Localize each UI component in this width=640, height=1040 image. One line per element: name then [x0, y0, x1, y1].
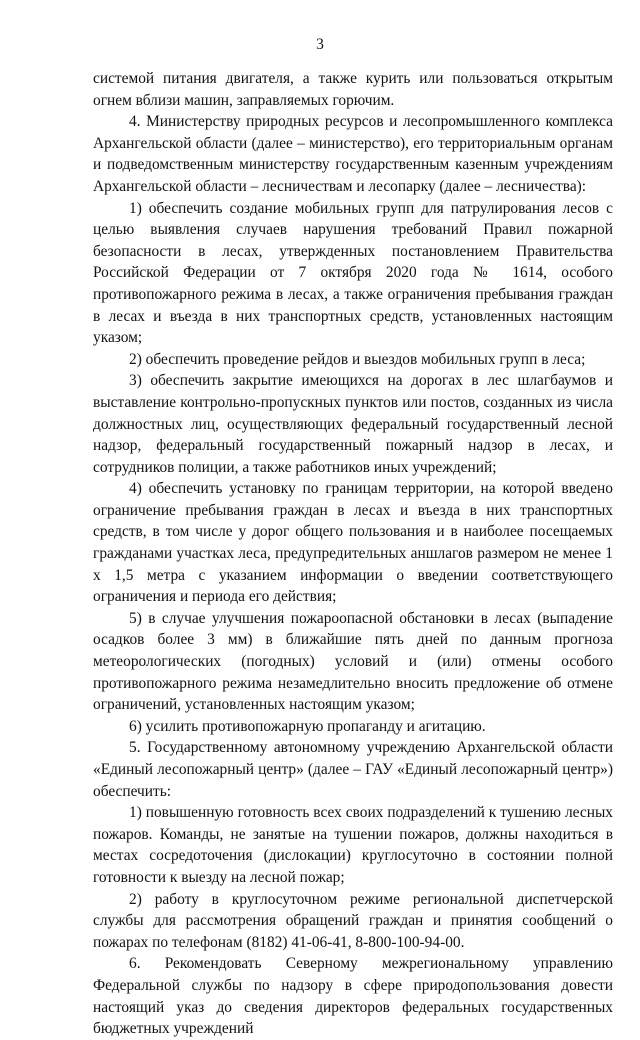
paragraph: 6. Рекомендовать Северному межрегиональному управлению Федеральной службы по надзору в сфере природопользования довести настоящий указ до сведения директоров федеральных государственных бюджетных учреждений: [93, 955, 613, 1038]
document-body: [93, 68, 613, 1040]
paragraph: 6) усилить противопожарную пропаганду и агитацию.: [129, 717, 486, 735]
paragraph: 3) обеспечить закрытие имеющихся на дорогах в лес шлагбаумов и выставление контрольно-пропускных пунктов или постов, созданных из числа должностных лиц, осуществляющих федеральный государственный лесной надзор, федеральный государственный пожарный надзор в лесах, и сотрудников полиции, а также работников иных учреждений;: [93, 372, 613, 476]
paragraph: 4) обеспечить установку по границам территории, на которой введено ограничение пребывания граждан в лесах и въезда в них транспортных средств, в том числе у дорог общего пользования и в наиболее посещаемых гражданами участках леса, предупредительных аншлагов размером не менее 1 х 1,5 метра с указанием информации о введении соответствующего ограничения и периода его действия;: [93, 480, 613, 606]
paragraph: 4. Министерству природных ресурсов и лесопромышленного комплекса Архангельской области (далее – министерство), его территориальным органам и подведомственным министерству государственным казенным учреждениям Архангельской области – лесничествам и лесопарку (далее – лесничества):: [93, 113, 613, 195]
page-number: 3: [316, 36, 324, 53]
paragraph: 1) обеспечить создание мобильных групп для патрулирования лесов с целью выявления случаев нарушения требований Правил пожарной безопасности в лесах, утвержденных постановлением Правительства Российской Федерации от 7 октября 2020 года № 1614, особого противопожарного режима в лесах, а также ограничения пребывания граждан в лесах и въезда в них транспортных средств, установленных настоящим указом;: [93, 199, 613, 347]
paragraph: системой питания двигателя, а также курить или пользоваться открытым огнем вблизи машин, заправляемых горючим.: [93, 70, 613, 109]
paragraph: 5. Государственному автономному учреждению Архангельской области «Единый лесопожарный центр» (далее – ГАУ «Единый лесопожарный центр») обеспечить:: [93, 739, 613, 800]
paragraph: 1) повышенную готовность всех своих подразделений к тушению лесных пожаров. Команды, не занятые на тушении пожаров, должны находиться в местах сосредоточения (дислокации) круглосуточно в состоянии полной готовности к выезду на лесной пожар;: [93, 804, 613, 886]
paragraph: 2) обеспечить проведение рейдов и выездов мобильных групп в леса;: [129, 350, 586, 368]
paragraph: 5) в случае улучшения пожароопасной обстановки в лесах (выпадение осадков более 3 мм) в ближайшие пять дней по данным прогноза метеорологических (погодных) условий и (или) отмены особого противопожарного режима незамедлительно вносить предложение об отмене ограничений, установленных настоящим указом;: [93, 609, 613, 714]
paragraph: 2) работу в круглосуточном режиме региональной диспетчерской службы для рассмотрения обращений граждан и принятия сообщений о пожарах по телефонам (8182) 41-06-41, 8-800-100-94-00.: [93, 890, 613, 951]
